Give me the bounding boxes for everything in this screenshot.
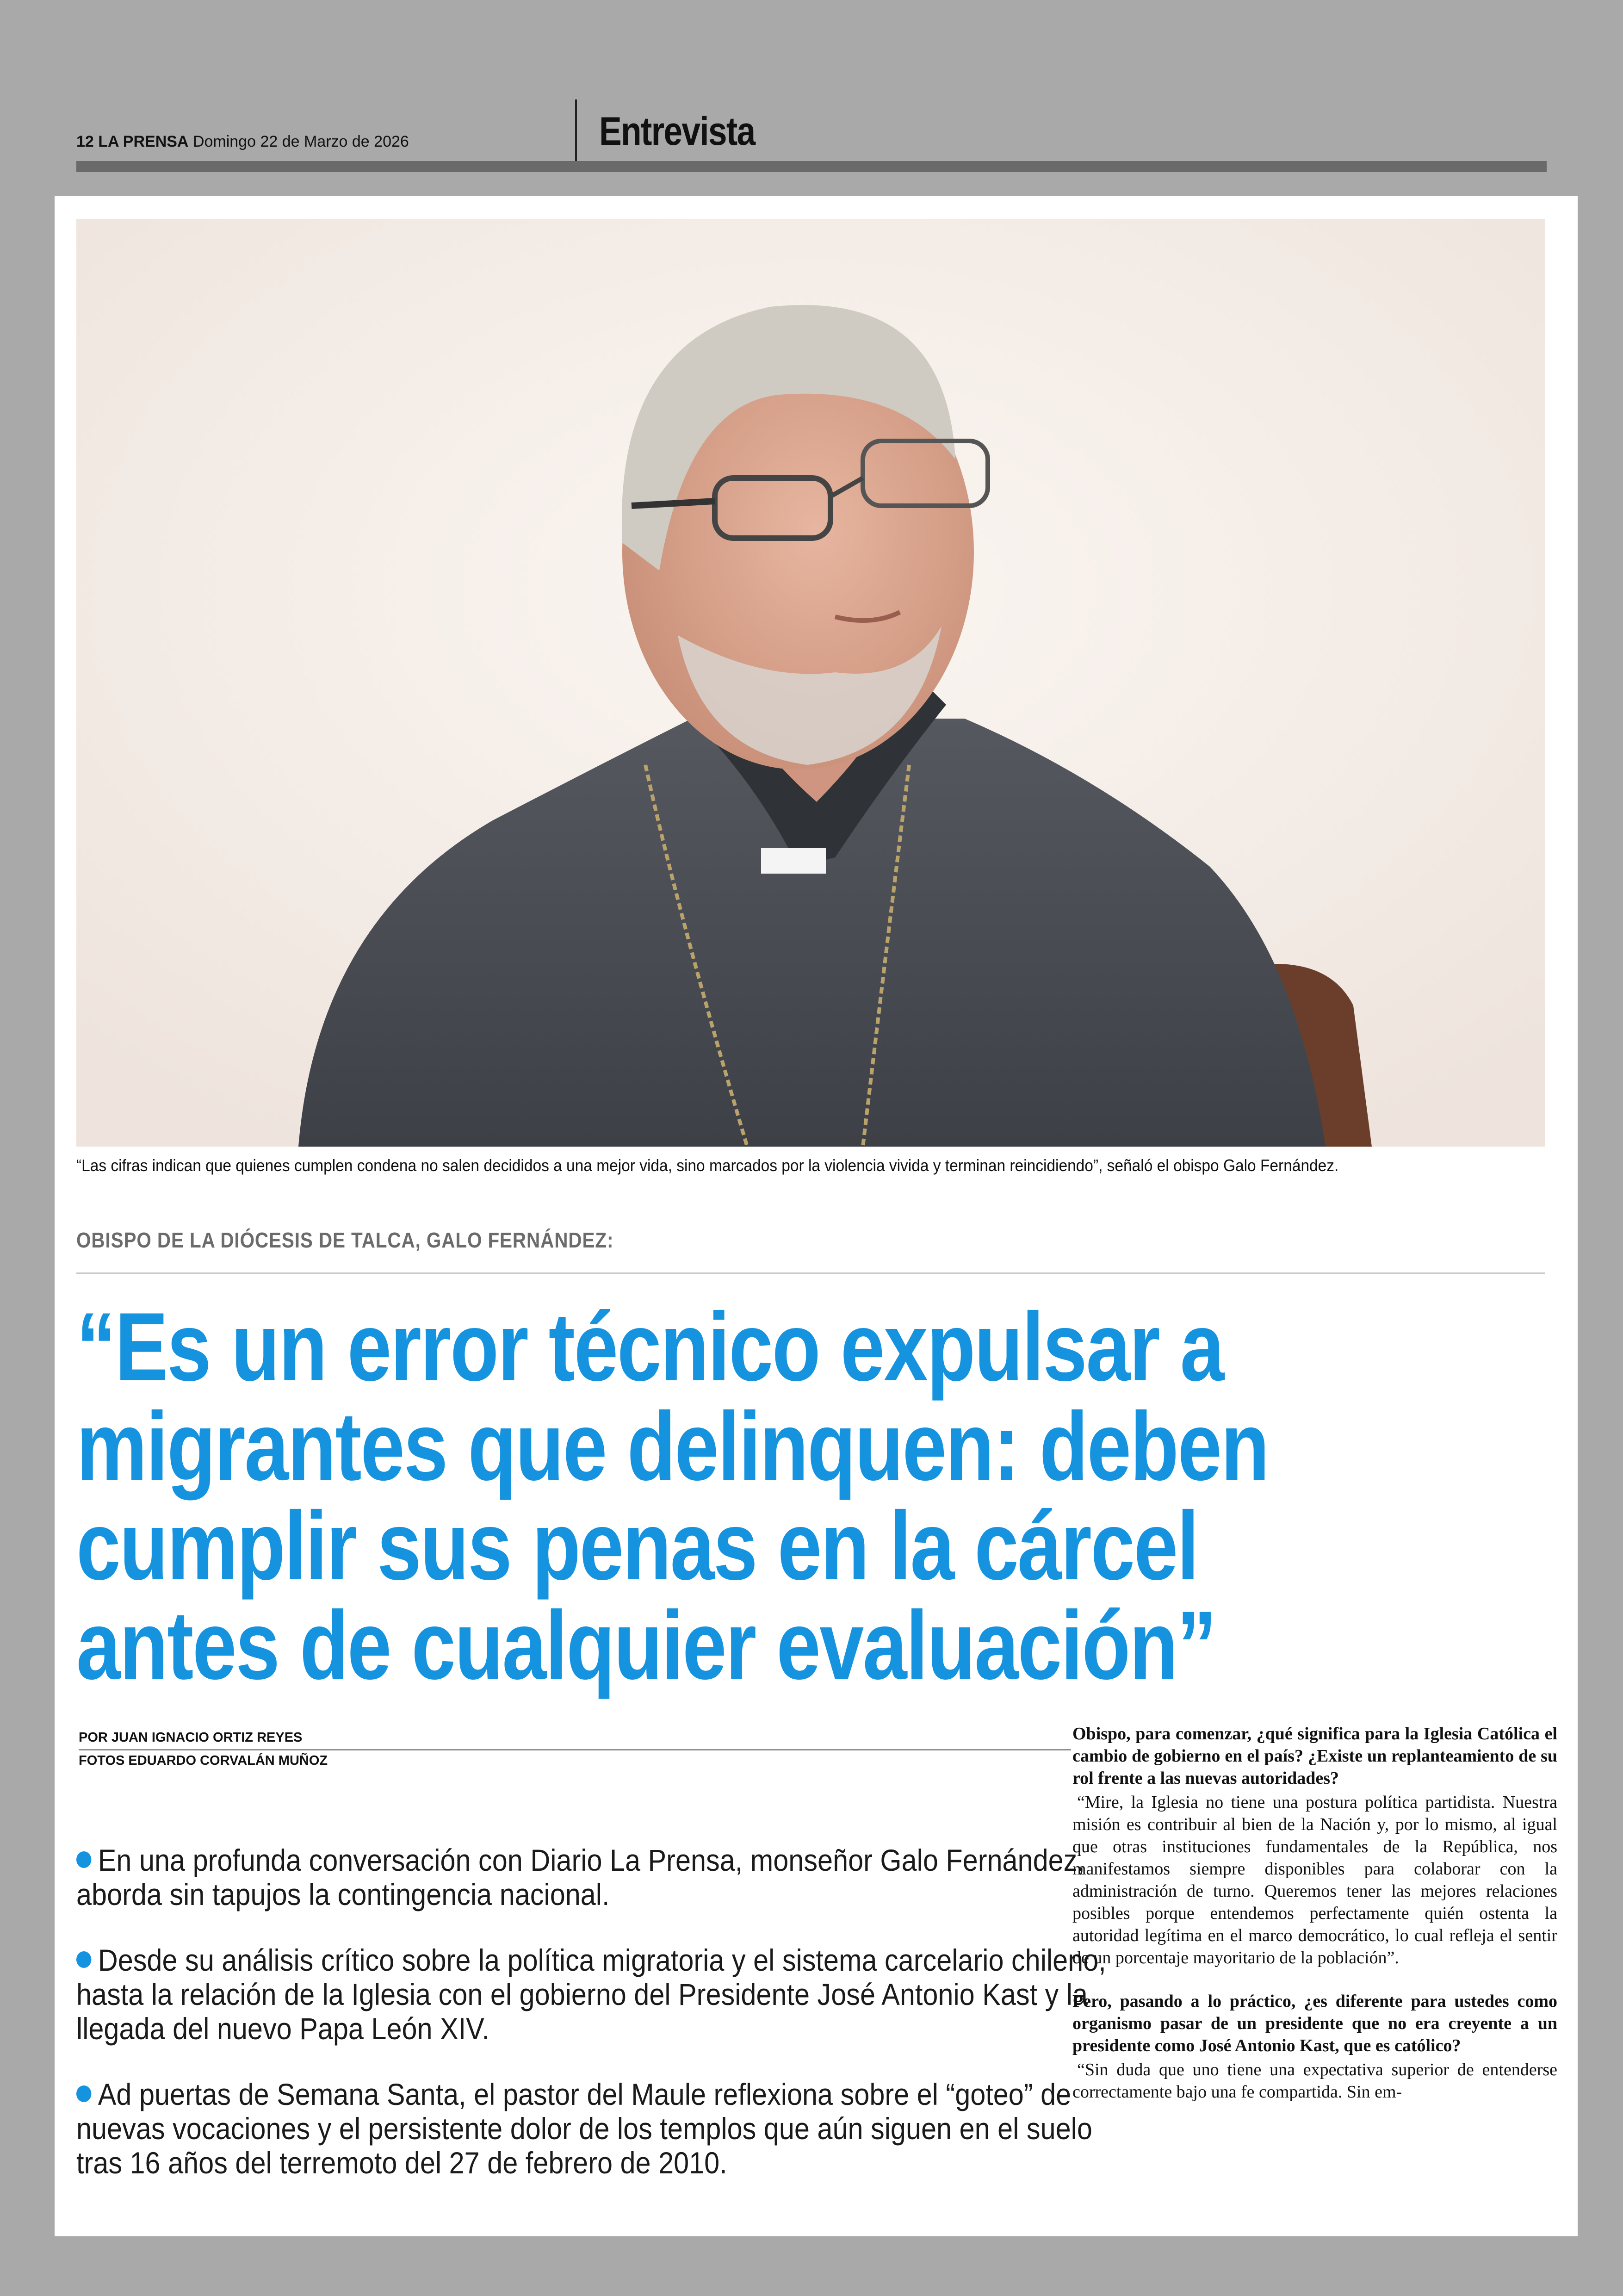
headline-line: antes de cualquier evaluación” [76, 1591, 1216, 1700]
headline-line: migrantes que delinquen: deben [76, 1392, 1269, 1501]
header-rule [76, 161, 1547, 172]
newspaper-page [55, 196, 1578, 2236]
bishop-portrait-illustration [76, 219, 1545, 1147]
interview-question: Pero, pasando a lo práctico, ¿es diferente para ustedes como organismo pasar de un presidente que no era creyente a un presidente como José Antonio Kast, que es católico? [1072, 1992, 1557, 2055]
interview-question: Obispo, para comenzar, ¿qué significa para la Iglesia Católica el cambio de gobierno en el país? ¿Existe un replanteamiento de su rol frente a las nuevas autoridades? [1072, 1724, 1557, 1788]
credits [79, 1727, 1071, 1772]
kicker-rule [76, 1272, 1545, 1274]
summary-bullets [76, 1843, 1108, 2211]
page-header [76, 99, 1547, 173]
page-number: 12 [76, 133, 94, 150]
section-title: Entrevista [599, 109, 755, 154]
photo-caption: “Las cifras indican que quienes cumplen condena no salen decididos a una mejor vida, sino marcados por la violencia vivida y terminan reincidiendo”, señaló el obispo Galo Fernández. [76, 1156, 1339, 1175]
bullet-text: Ad puertas de Semana Santa, el pastor del Maule reflexiona sobre el “goteo” de nuevas vocaciones y el persistente dolor de los templos que aún siguen en el suelo tras 16 años del terremoto del 27 de febrero de 2010. [76, 2077, 1092, 2180]
headline-line: “Es un error técnico expulsar a [76, 1292, 1224, 1401]
summary-bullet [76, 2077, 1109, 2180]
bullet-dot-icon [76, 1951, 91, 1968]
header-divider [575, 99, 577, 164]
bullet-dot-icon [76, 1851, 91, 1868]
newspaper-name: LA PRENSA [98, 133, 189, 150]
byline: POR JUAN IGNACIO ORTIZ REYES [79, 1730, 303, 1745]
interview-answer: “Sin duda que uno tiene una expectativa superior de entenderse correctamente bajo una fe compartida. Sin em- [1072, 2060, 1557, 2102]
portrait-photo [76, 219, 1545, 1147]
bullet-dot-icon [76, 2085, 91, 2102]
summary-bullet [76, 1943, 1109, 2046]
photo-credit: FOTOS EDUARDO CORVALÁN MUÑOZ [79, 1753, 328, 1768]
interview-column [1072, 1723, 1557, 2124]
interview-answer: “Mire, la Iglesia no tiene una postura política partidista. Nuestra misión es contribuir al bien de la Nación y, por lo mismo, al igual que otras instituciones fundamentales de la República, nos manifestamos siempre disponibles para colaborar con la administración de turno. Queremos tener las mejores relaciones posibles porque entendemos perfectamente quién ostenta la autoridad legítima en el marco democrático, lo cual refleja el sentir de un porcentaje mayoritario de la población”. [1072, 1793, 1557, 1967]
folio [76, 133, 409, 151]
issue-date: Domingo 22 de Marzo de 2026 [192, 133, 409, 150]
headline-line: cumplir sus penas en la cárcel [76, 1491, 1198, 1600]
headline [76, 1292, 1603, 1700]
headline-kicker: OBISPO DE LA DIÓCESIS DE TALCA, GALO FERNÁNDEZ: [76, 1228, 614, 1252]
bullet-text: Desde su análisis crítico sobre la política migratoria y el sistema carcelario chileno, hasta la relación de la Iglesia con el gobierno del Presidente José Antonio Kast y la llegada del nuevo Papa León XIV. [76, 1943, 1106, 2046]
bullet-text: En una profunda conversación con Diario La Prensa, monseñor Galo Fernández, aborda sin tapujos la contingencia nacional. [76, 1843, 1085, 1911]
summary-bullet [76, 1843, 1109, 1911]
